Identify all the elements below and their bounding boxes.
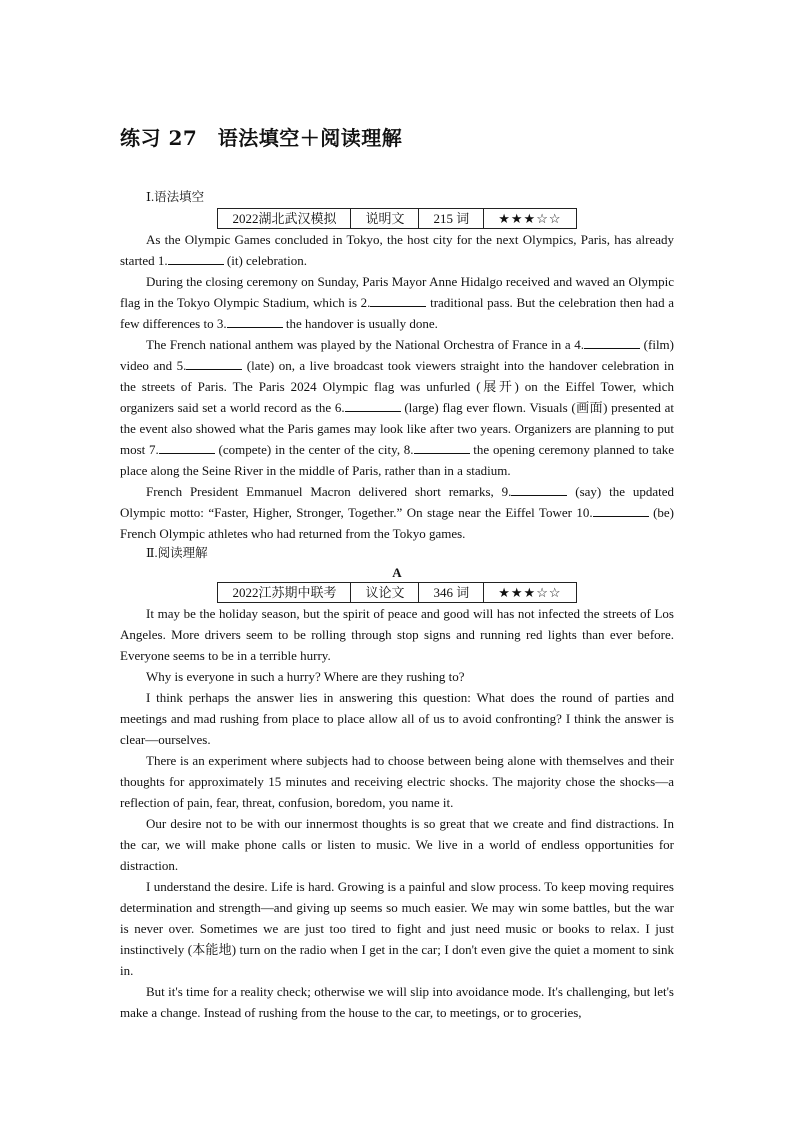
answer-blank[interactable] xyxy=(593,504,649,517)
difficulty-stars-cell: ★★★☆☆ xyxy=(484,209,576,229)
section-heading-grammar: Ⅰ.语法填空 xyxy=(146,190,205,204)
answer-blank[interactable] xyxy=(414,441,470,454)
reading-paragraph: I understand the desire. Life is hard. Growing is a painful and slow process. To keep moving requires determination and strength—and giving up seems so much easier. We may win some battles, but the war is never over. Sometimes we are just too tired to fight and just need music or books to relax. I just instinctively (本能地) turn on the radio when I get in the car; I don't even give the quiet a moment to sink in. xyxy=(120,879,674,978)
paragraph-text: (large) flag ever flown. Visuals (画面) presented at the event also showed what the Paris games may look like after two years. Organizers are planning to put most 7. xyxy=(120,400,675,457)
reading-paragraph: Why is everyone in such a hurry? Where are they rushing to? xyxy=(146,669,465,684)
paragraph-text: French President Emmanuel Macron delivered short remarks, 9. xyxy=(146,484,512,499)
reading-paragraph: It may be the holiday season, but the spirit of peace and good will has not infected the streets of Los Angeles. More drivers seem to be rolling through stop signs and running red lights than ever before. Everyone seems to be in a terrible hurry. xyxy=(120,606,674,663)
paragraph-text: (it) celebration. xyxy=(223,253,308,268)
section-heading-reading: Ⅱ.阅读理解 xyxy=(146,546,208,560)
paragraph-text: (say) the updated Olympic motto: “Faster, Higher, Stronger, Together.” On stage near the Eiffel Tower 10. xyxy=(120,484,674,520)
source-cell: 2022江苏期中联考 xyxy=(218,583,351,603)
reading-paragraph: I think perhaps the answer lies in answering this question: What does the round of parties and meetings and mad rushing from place to place allow all of us to avoid confronting? I think the answer is clear—ourselves. xyxy=(120,690,674,747)
grammar-passage xyxy=(120,229,674,544)
word-count-cell: 346 词 xyxy=(419,583,484,603)
paragraph-text: (film) video and 5. xyxy=(120,337,674,373)
grammar-paragraph xyxy=(120,229,674,271)
answer-blank[interactable] xyxy=(227,315,283,328)
word-count-cell: 215 词 xyxy=(419,209,484,229)
grammar-paragraph xyxy=(120,334,674,481)
paragraph-text: (compete) in the center of the city, 8. xyxy=(214,442,414,457)
page-title: 练习 27 语法填空＋阅读理解 xyxy=(120,126,403,150)
answer-blank[interactable] xyxy=(186,357,242,370)
reading-paragraph: There is an experiment where subjects had to choose between being alone with themselves and their thoughts for approximately 15 minutes and receiving electric shocks. The majority chose the shocks—a reflection of pain, fear, threat, confusion, boredom, you name it. xyxy=(120,753,674,810)
content-area xyxy=(120,122,674,1023)
passage-label: A xyxy=(392,565,402,580)
paragraph-text: traditional pass. But the celebration then had a few differences to 3. xyxy=(120,295,674,331)
genre-cell: 议论文 xyxy=(351,583,419,603)
source-cell: 2022湖北武汉模拟 xyxy=(218,209,351,229)
answer-blank[interactable] xyxy=(511,483,567,496)
grammar-paragraph xyxy=(120,481,674,544)
paragraph-text: (late) on, a live broadcast took viewers straight into the handover celebration in the streets of Paris. The Paris 2024 Olympic flag was unfurled (展开) on the Eiffel Tower, which organizers said set a world record as the 6. xyxy=(120,358,674,415)
answer-blank[interactable] xyxy=(345,399,401,412)
difficulty-stars-cell: ★★★☆☆ xyxy=(484,583,576,603)
info-table-grammar xyxy=(217,208,576,229)
genre-cell: 说明文 xyxy=(351,209,419,229)
grammar-paragraph xyxy=(120,271,674,334)
paragraph-text: the opening ceremony planned to take place along the Seine River in the middle of Paris, rather than in a stadium. xyxy=(120,442,674,478)
reading-paragraph: But it's time for a reality check; otherwise we will slip into avoidance mode. It's challenging, but let's make a change. Instead of rushing from the house to the car, to meetings, or to groceries, xyxy=(120,984,674,1020)
answer-blank[interactable] xyxy=(370,294,426,307)
answer-blank[interactable] xyxy=(159,441,215,454)
reading-paragraph: Our desire not to be with our innermost thoughts is so great that we create and find distractions. In the car, we will make phone calls or listen to music. We live in a world of endless opportunities for distraction. xyxy=(120,816,674,873)
paragraph-text: During the closing ceremony on Sunday, Paris Mayor Anne Hidalgo received and waved an Olympic flag in the Tokyo Olympic Stadium, which is 2. xyxy=(120,274,674,310)
reading-passage xyxy=(120,603,674,1023)
paragraph-text: (be) French Olympic athletes who had returned from the Tokyo games. xyxy=(120,505,674,541)
answer-blank[interactable] xyxy=(584,336,640,349)
paragraph-text: The French national anthem was played by the National Orchestra of France in a 4. xyxy=(146,337,585,352)
answer-blank[interactable] xyxy=(168,252,224,265)
info-table-reading xyxy=(217,582,576,603)
paragraph-text: the handover is usually done. xyxy=(282,316,438,331)
paragraph-text: As the Olympic Games concluded in Tokyo, the host city for the next Olympics, Paris, has already started 1. xyxy=(120,232,674,268)
